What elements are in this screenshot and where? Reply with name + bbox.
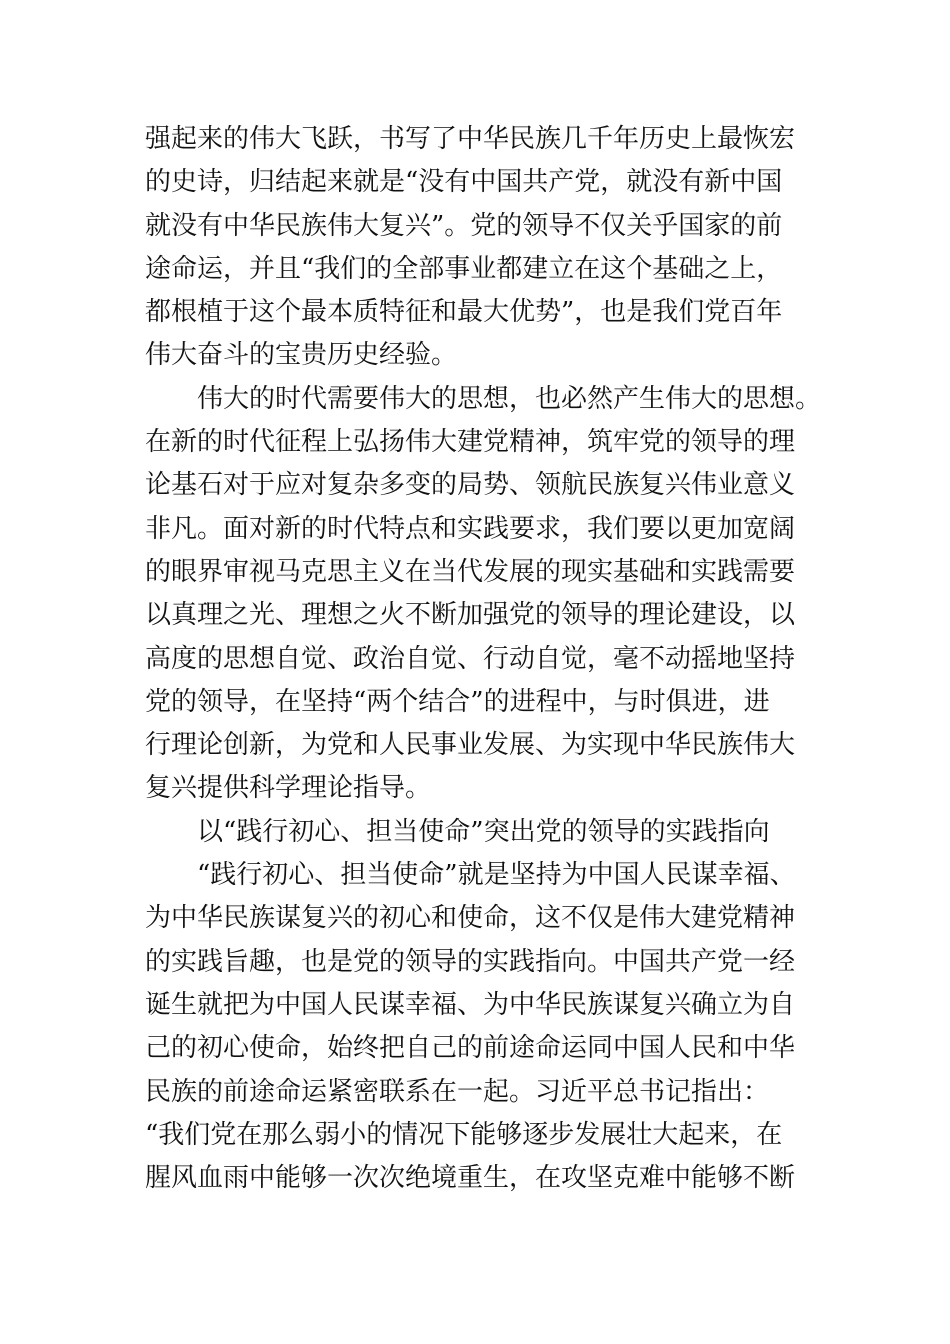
section-heading: 以“践行初心、担当使命”突出党的领导的实践指向 xyxy=(197,816,770,847)
text-line: 非凡。面对新的时代特点和实践要求，我们要以更加宽阔 xyxy=(145,513,796,544)
text-line: 诞生就把为中国人民谋幸福、为中华民族谋复兴确立为自 xyxy=(145,989,796,1020)
text-line: 复兴提供科学理论指导。 xyxy=(145,773,432,804)
text-line: 党的领导，在坚持“两个结合”的进程中，与时俱进，进 xyxy=(145,686,770,717)
text-line: 以真理之光、理想之火不断加强党的领导的理论建设，以 xyxy=(145,600,796,631)
text-line: 伟大奋斗的宝贵历史经验。 xyxy=(145,340,458,371)
text-line: 民族的前途命运紧密联系在一起。习近平总书记指出： xyxy=(145,1076,770,1107)
text-line: 的实践旨趣，也是党的领导的实践指向。中国共产党一经 xyxy=(145,946,796,977)
text-line: 为中华民族谋复兴的初心和使命，这不仅是伟大建党精神 xyxy=(145,903,796,934)
body-text xyxy=(145,118,822,1200)
text-line: 高度的思想自觉、政治自觉、行动自觉，毫不动摇地坚持 xyxy=(145,643,796,674)
text-line: 途命运，并且“我们的全部事业都建立在这个基础之上， xyxy=(145,253,783,284)
text-line: 的史诗，归结起来就是“没有中国共产党，就没有新中国 xyxy=(145,167,783,198)
paragraph-start-line: 伟大的时代需要伟大的思想，也必然产生伟大的思想。 xyxy=(197,383,822,414)
text-line: 的眼界审视马克思主义在当代发展的现实基础和实践需要 xyxy=(145,556,796,587)
text-line: 强起来的伟大飞跃，书写了中华民族几千年历史上最恢宏 xyxy=(145,124,796,154)
text-line: 己的初心使命，始终把自己的前途命运同中国人民和中华 xyxy=(145,1033,796,1064)
paragraph-start-line: “践行初心、担当使命”就是坚持为中国人民谋幸福、 xyxy=(197,860,796,891)
text-line: 腥风血雨中能够一次次绝境重生，在攻坚克难中能够不断 xyxy=(145,1163,796,1194)
text-line: 行理论创新，为党和人民事业发展、为实现中华民族伟大 xyxy=(145,730,796,761)
text-line: 在新的时代征程上弘扬伟大建党精神，筑牢党的领导的理 xyxy=(145,427,796,458)
text-line: 都根植于这个最本质特征和最大优势”，也是我们党百年 xyxy=(145,297,783,328)
text-line: 就没有中华民族伟大复兴”。党的领导不仅关乎国家的前 xyxy=(145,210,783,241)
text-line: “我们党在那么弱小的情况下能够逐步发展壮大起来，在 xyxy=(145,1119,783,1150)
text-line: 论基石对于应对复杂多变的局势、领航民族复兴伟业意义 xyxy=(145,470,796,501)
